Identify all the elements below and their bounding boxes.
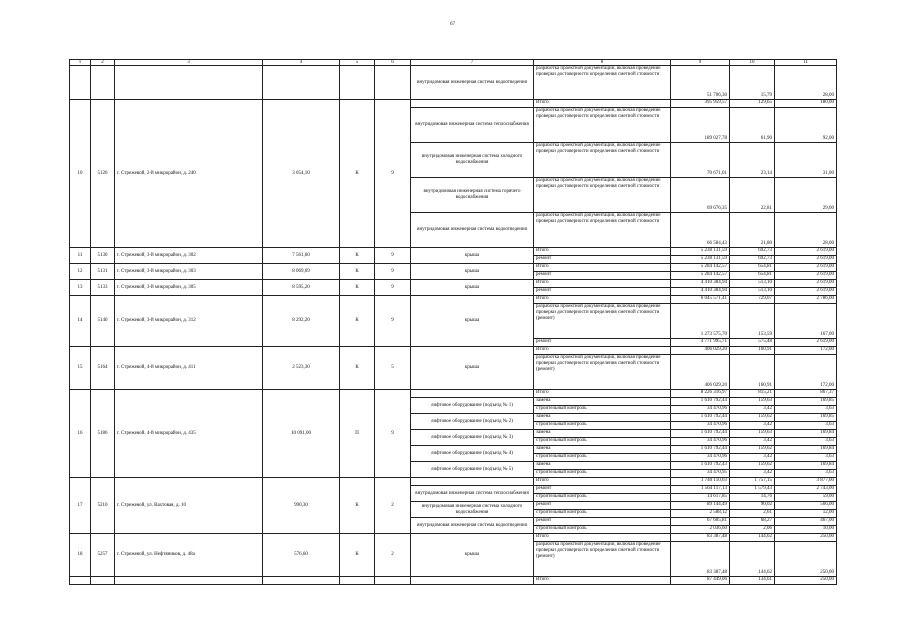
work-description: разработка проектной документации, включая проведение проверки достоверности определения сметной стоимости (534, 143, 671, 178)
unit-cost-cell: 153,59 (730, 304, 775, 339)
table-row (70, 390, 837, 398)
cost-cell: 67 605,81 (671, 518, 730, 526)
cost-cell: 1 273 575,70 (671, 304, 730, 339)
system-cell: лифтовое оборудование (подъезд № 1) (411, 398, 534, 414)
cost-cell: 69 676,35 (671, 178, 730, 213)
address: г. Стрежевой, 2-й микрорайон, д. 240 (115, 100, 263, 248)
system-cell: внутридомовая инженерная система теплоснабжения (411, 486, 534, 502)
work-description: ремонт (534, 339, 671, 347)
address: г. Стрежевой, ул. Нефтяников, д. 48а (115, 534, 263, 577)
limit-cell: 2 619,00 (775, 248, 837, 256)
address: г. Стрежевой, 3-й микрорайон, д. 305 (115, 280, 263, 296)
cost-cell: 189 027,78 (671, 108, 730, 143)
wall-type: К (340, 280, 375, 296)
unit-cost-cell: 575,48 (730, 339, 775, 347)
limit-cell: 10,00 (775, 526, 837, 534)
column-header: 6 (375, 60, 411, 66)
work-description: строительный контроль (534, 454, 671, 462)
area: 8 595,20 (263, 280, 340, 296)
area: 3 054,10 (263, 100, 340, 248)
limit-cell: 2 786,00 (775, 296, 837, 304)
unit-cost-cell: 3,42 (730, 470, 775, 478)
house-id: 5186 (91, 390, 115, 478)
limit-cell: 3,63 (775, 438, 837, 446)
work-description: Итого (534, 296, 671, 304)
table-row (70, 478, 837, 486)
unit-cost-cell: 61,90 (730, 108, 775, 143)
area: 8 069,69 (263, 264, 340, 280)
system-cell: внутридомовая инженерная система холодного водоснабжения (411, 143, 534, 178)
limit-cell: 169,84 (775, 430, 837, 438)
cost-cell: 1 564 117,13 (671, 486, 730, 494)
work-description: разработка проектной документации, включая проведение проверки достоверности определения сметной стоимости (534, 108, 671, 143)
wall-type: К (340, 534, 375, 577)
column-header: 8 (534, 60, 671, 66)
area: 990,30 (263, 478, 340, 534)
cost-cell: 34 470,96 (671, 406, 730, 414)
unit-cost-cell: 159,62 (730, 414, 775, 422)
floors: 9 (375, 390, 411, 478)
unit-cost-cell: 654,81 (730, 264, 775, 272)
unit-cost-cell: 159,62 (730, 462, 775, 470)
address: г. Стрежевой, 3-й микрорайон, д. 312 (115, 296, 263, 347)
limit-cell: 2 619,00 (775, 288, 837, 296)
area: 7 561,60 (263, 248, 340, 264)
house-id: 5130 (91, 248, 115, 264)
limit-cell: 2 619,00 (775, 339, 837, 347)
house-id: 5140 (91, 296, 115, 347)
unit-cost-cell: 68,27 (730, 518, 775, 526)
column-header: 11 (775, 60, 837, 66)
system-cell: внутридомовая инженерная система водоотведения (411, 518, 534, 534)
area: 576,60 (263, 534, 340, 577)
system-cell: лифтовое оборудование (подъезд № 2) (411, 414, 534, 430)
row-number: 14 (70, 296, 91, 347)
work-description: ремонт (534, 502, 671, 510)
system-cell: крыша (411, 264, 534, 280)
work-description: разработка проектной документации, включая проведение проверки достоверности определения сметной стоимости (534, 66, 671, 100)
unit-cost-cell: 159,63 (730, 398, 775, 406)
wall-type: К (340, 478, 375, 534)
unit-cost-cell: 23,14 (730, 143, 775, 178)
unit-cost-cell: 144,62 (730, 542, 775, 577)
work-description: строительный контроль (534, 510, 671, 518)
system-cell: крыша (411, 347, 534, 390)
limit-cell: 29,00 (775, 178, 837, 213)
work-description: разработка проектной документации, включая проведение проверки достоверности определения сметной стоимости (ремонт) (534, 542, 671, 577)
cost-cell: 1 610 792,44 (671, 414, 730, 422)
unit-cost-cell: 144,62 (730, 534, 775, 542)
table-row (70, 248, 837, 256)
limit-cell: 467,00 (775, 518, 837, 526)
limit-cell: 867,37 (775, 390, 837, 398)
work-description: замена (534, 398, 671, 406)
cost-cell: 4 410 384,94 (671, 280, 730, 288)
address: г. Стрежевой, ул. Вахтовая, д. 10 (115, 478, 263, 534)
floors: 9 (375, 296, 411, 347)
work-description: строительный контроль (534, 494, 671, 502)
limit-cell: 169,85 (775, 414, 837, 422)
cost-cell: 395 959,57 (671, 100, 730, 108)
system-cell: лифтовое оборудование (подъезд № 4) (411, 446, 534, 462)
system-cell: внутридомовая инженерная система холодного водоснабжения (411, 502, 534, 518)
system-cell: крыша (411, 534, 534, 577)
work-description: строительный контроль (534, 406, 671, 414)
row-number: 16 (70, 390, 91, 478)
unit-cost-cell: 159,63 (730, 430, 775, 438)
limit-cell: 172,00 (775, 347, 837, 355)
unit-cost-cell: 3,42 (730, 438, 775, 446)
wall-type: К (340, 347, 375, 390)
cost-cell: 5 238 131,59 (671, 248, 730, 256)
work-description: строительный контроль (534, 438, 671, 446)
limit-cell: 2 619,00 (775, 280, 837, 288)
area: 2 523,30 (263, 347, 340, 390)
cost-cell: 4 410 384,94 (671, 288, 730, 296)
system-cell: внутридомовая инженерная система теплоснабжения (411, 108, 534, 143)
work-description: замена (534, 446, 671, 454)
system-cell: внутридомовая инженерная система водоотведения (411, 66, 534, 100)
area: 8 292,20 (263, 296, 340, 347)
work-description: Итого (534, 264, 671, 272)
floors: 9 (375, 264, 411, 280)
work-description: разработка проектной документации, включая проведение проверки достоверности определения сметной стоимости (ремонт) (534, 355, 671, 390)
unit-cost-cell: 159,62 (730, 446, 775, 454)
limit-cell: 169,84 (775, 446, 837, 454)
unit-cost-cell: 654,81 (730, 272, 775, 280)
limit-cell: 250,00 (775, 534, 837, 542)
limit-cell: 2 619,00 (775, 256, 837, 264)
cost-cell: 34 470,95 (671, 470, 730, 478)
unit-cost-cell: 21,80 (730, 213, 775, 248)
house-id: 5164 (91, 347, 115, 390)
cost-cell: 6 045 571,41 (671, 296, 730, 304)
table-row (70, 66, 837, 100)
floors: 9 (375, 248, 411, 264)
row-number: 18 (70, 534, 91, 577)
cost-cell: 1 610 792,44 (671, 446, 730, 454)
column-header: 10 (730, 60, 775, 66)
cost-cell: 1 610 792,44 (671, 398, 730, 406)
wall-type: П (340, 390, 375, 478)
unit-cost-cell: 692,73 (730, 256, 775, 264)
cost-cell: 34 470,96 (671, 438, 730, 446)
cost-cell: 66 584,43 (671, 213, 730, 248)
limit-cell: 3,63 (775, 406, 837, 414)
limit-cell: 12,00 (775, 510, 837, 518)
unit-cost-cell: 513,10 (730, 280, 775, 288)
unit-cost-cell: 815,21 (730, 390, 775, 398)
unit-cost-cell: 2,06 (730, 526, 775, 534)
address: г. Стрежевой, 4-й микрорайон, д. 435 (115, 390, 263, 478)
wall-type: К (340, 248, 375, 264)
cost-cell: 34 470,96 (671, 422, 730, 430)
work-description: Итого (534, 100, 671, 108)
cost-cell: 8 226 316,97 (671, 390, 730, 398)
work-description: Итого (534, 280, 671, 288)
cost-cell: 1 610 792,44 (671, 430, 730, 438)
limit-cell: 169,84 (775, 462, 837, 470)
cost-cell: 5 284 142,57 (671, 272, 730, 280)
unit-cost-cell: 3,42 (730, 406, 775, 414)
work-description: разработка проектной документации, включая проведение проверки достоверности определения сметной стоимости (534, 178, 671, 213)
house-id: 5131 (91, 264, 115, 280)
cost-cell: 5 238 131,59 (671, 256, 730, 264)
table-row (70, 100, 837, 108)
cost-cell: 89 144,49 (671, 502, 730, 510)
floors: 2 (375, 534, 411, 577)
column-header: 9 (671, 60, 730, 66)
row-number: 15 (70, 347, 91, 390)
system-cell: лифтовое оборудование (подъезд № 5) (411, 462, 534, 478)
work-description: Итого (534, 534, 671, 542)
work-description: ремонт (534, 518, 671, 526)
work-description: Итого (534, 577, 671, 585)
limit-cell: 28,00 (775, 213, 837, 248)
wall-type: К (340, 100, 375, 248)
work-description: строительный контроль (534, 470, 671, 478)
wall-type: К (340, 264, 375, 280)
unit-cost-cell: 160,91 (730, 355, 775, 390)
address: г. Стрежевой, 3-й микрорайон, д. 302 (115, 248, 263, 264)
system-cell: крыша (411, 280, 534, 296)
table-row (70, 577, 837, 585)
house-id: 5210 (91, 478, 115, 534)
cost-cell: 5 284 142,57 (671, 264, 730, 272)
unit-cost-cell: 160,91 (730, 347, 775, 355)
row-number: 10 (70, 100, 91, 248)
work-description: разработка проектной документации, включая проведение проверки достоверности определения сметной стоимости (534, 213, 671, 248)
system-cell: внутридомовая инженерная система водоотведения (411, 213, 534, 248)
cost-cell: 34 470,96 (671, 454, 730, 462)
work-description: замена (534, 430, 671, 438)
work-description: разработка проектной документации, включая проведение проверки достоверности определения сметной стоимости (ремонт) (534, 304, 671, 339)
work-description: ремонт (534, 256, 671, 264)
unit-cost-cell: 3,42 (730, 422, 775, 430)
cost-cell: 83 387,48 (671, 534, 730, 542)
cost-cell: 70 671,01 (671, 143, 730, 178)
limit-cell: 31,00 (775, 143, 837, 178)
cost-cell: 87 449,06 (671, 577, 730, 585)
cost-cell: 2 036,60 (671, 526, 730, 534)
column-header: 5 (340, 60, 375, 66)
table-row (70, 347, 837, 355)
column-header: 1 (70, 60, 91, 66)
limit-cell: 250,00 (775, 542, 837, 577)
unit-cost-cell: 729,07 (730, 296, 775, 304)
house-id: 5126 (91, 100, 115, 248)
unit-cost-cell: 90,02 (730, 502, 775, 510)
cost-cell: 83 387,48 (671, 542, 730, 577)
limit-cell: 59,00 (775, 494, 837, 502)
limit-cell: 2 619,00 (775, 272, 837, 280)
capital-repair-register-table (69, 59, 837, 585)
system-cell: крыша (411, 296, 534, 347)
column-header: 7 (411, 60, 534, 66)
cost-cell: 14 617,85 (671, 494, 730, 502)
unit-cost-cell: 15,79 (730, 66, 775, 100)
work-description: Итого (534, 390, 671, 398)
address: г. Стрежевой, 4-й микрорайон, д. 411 (115, 347, 263, 390)
cost-cell: 1 610 792,43 (671, 462, 730, 470)
floors: 5 (375, 347, 411, 390)
cost-cell: 406 029,20 (671, 355, 730, 390)
limit-cell: 92,00 (775, 108, 837, 143)
limit-cell: 172,00 (775, 355, 837, 390)
work-description: замена (534, 462, 671, 470)
limit-cell: 2 619,00 (775, 264, 837, 272)
row-number: 11 (70, 248, 91, 264)
limit-cell: 3 877,00 (775, 478, 837, 486)
unit-cost-cell: 134,61 (730, 577, 775, 585)
work-description: ремонт (534, 288, 671, 296)
row-number: 17 (70, 478, 91, 534)
wall-type: К (340, 296, 375, 347)
floors: 2 (375, 478, 411, 534)
row-number: 12 (70, 264, 91, 280)
page-number: 67 (450, 22, 455, 27)
unit-cost-cell: 129,65 (730, 100, 775, 108)
unit-cost-cell: 22,81 (730, 178, 775, 213)
cost-cell: 1 740 110,03 (671, 478, 730, 486)
house-id: 5257 (91, 534, 115, 577)
unit-cost-cell: 692,73 (730, 248, 775, 256)
work-description: замена (534, 414, 671, 422)
area: 10 091,00 (263, 390, 340, 478)
limit-cell: 3,63 (775, 470, 837, 478)
work-description: строительный контроль (534, 422, 671, 430)
work-description: Итого (534, 248, 671, 256)
table-row (70, 296, 837, 304)
floors: 9 (375, 280, 411, 296)
limit-cell: 169,85 (775, 398, 837, 406)
column-header: 4 (263, 60, 340, 66)
unit-cost-cell: 1 579,43 (730, 486, 775, 494)
system-cell: внутридомовая инженерная система горячего водоснабжения (411, 178, 534, 213)
limit-cell: 3,63 (775, 454, 837, 462)
column-header: 2 (91, 60, 115, 66)
work-description: Итого (534, 347, 671, 355)
work-description: ремонт (534, 486, 671, 494)
limit-cell: 28,00 (775, 66, 837, 100)
limit-cell: 167,00 (775, 304, 837, 339)
cost-cell: 2 588,12 (671, 510, 730, 518)
cost-cell: 406 029,20 (671, 347, 730, 355)
system-cell: лифтовое оборудование (подъезд № 3) (411, 430, 534, 446)
table-row (70, 534, 837, 542)
limit-cell: 3,63 (775, 422, 837, 430)
table-row (70, 280, 837, 288)
work-description: Итого (534, 478, 671, 486)
table-row (70, 264, 837, 272)
unit-cost-cell: 1 757,15 (730, 478, 775, 486)
column-header: 3 (115, 60, 263, 66)
unit-cost-cell: 3,42 (730, 454, 775, 462)
system-cell: крыша (411, 248, 534, 264)
limit-cell: 2 743,00 (775, 486, 837, 494)
unit-cost-cell: 14,76 (730, 494, 775, 502)
cost-cell: 51 706,30 (671, 66, 730, 100)
work-description: строительный контроль (534, 526, 671, 534)
limit-cell: 180,00 (775, 100, 837, 108)
address: г. Стрежевой, 3-й микрорайон, д. 303 (115, 264, 263, 280)
house-id: 5133 (91, 280, 115, 296)
cost-cell: 4 771 995,71 (671, 339, 730, 347)
floors: 9 (375, 100, 411, 248)
limit-cell: 250,00 (775, 577, 837, 585)
work-description: ремонт (534, 272, 671, 280)
row-number: 13 (70, 280, 91, 296)
limit-cell: 566,00 (775, 502, 837, 510)
unit-cost-cell: 513,10 (730, 288, 775, 296)
unit-cost-cell: 2,61 (730, 510, 775, 518)
